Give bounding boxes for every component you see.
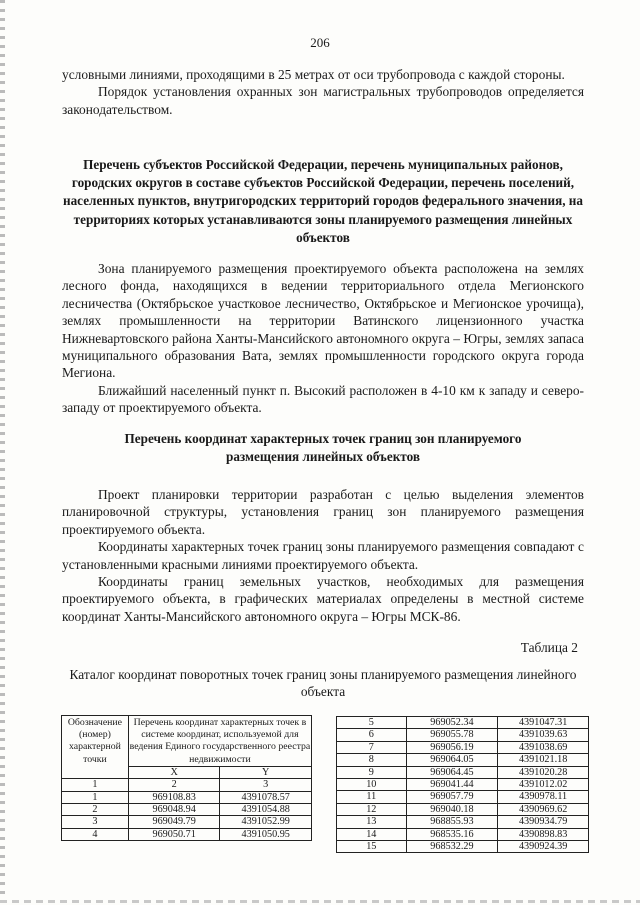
column-number: 3 — [220, 779, 312, 791]
cell-point: 6 — [337, 729, 407, 741]
table-row — [337, 729, 589, 741]
table-row — [337, 816, 589, 828]
cell-x: 969041.44 — [406, 779, 498, 791]
cell-point: 11 — [337, 791, 407, 803]
cell-x: 969050.71 — [128, 828, 220, 840]
paragraph: Координаты характерных точек границ зоны планируемого размещения совпадают с установленными красными линиями проектируемого объекта. — [62, 539, 584, 572]
cell-y: 4390969.62 — [498, 803, 589, 815]
binding-edge — [0, 0, 5, 905]
cell-y: 4390898.83 — [498, 828, 589, 840]
header-x: X — [128, 766, 220, 778]
table-row — [337, 741, 589, 753]
paragraph: Зона планируемого размещения проектируемого объекта расположена на землях лесного фонда, находящихся в ведении территориального отдела Мегионского лесничества (Октябрьское участковое лесничество, Октябрьское и Мегионское урочища), землях промышленности на территории Ватинского лицензионного участка Нижневартовского района Ханты-Мансийского автономного округа – Югры, землях запаса муниципального образования Вата, землях промышленности городского округа города Мегиона. — [62, 261, 584, 381]
cell-x: 969040.18 — [406, 803, 498, 815]
cell-y: 4390978.11 — [498, 791, 589, 803]
cell-x: 968535.16 — [406, 828, 498, 840]
cell-x: 968532.29 — [406, 841, 498, 853]
coordinates-table-right — [336, 716, 589, 853]
paragraph: Координаты границ земельных участков, необходимых для размещения проектируемого объекта, в графических материалах определены в местной системе координат Ханты-Мансийского автономного округа – Югры МСК-86. — [62, 574, 584, 624]
cell-point: 2 — [62, 804, 129, 816]
section-text — [62, 486, 584, 625]
table-row — [62, 791, 312, 803]
table-row — [337, 803, 589, 815]
cell-point: 8 — [337, 754, 407, 766]
column-number: 1 — [62, 779, 129, 791]
cell-point: 3 — [62, 816, 129, 828]
cell-x: 969064.05 — [406, 754, 498, 766]
intro-text — [62, 66, 584, 118]
cell-y: 4391078.57 — [220, 791, 312, 803]
cell-x: 969056.19 — [406, 741, 498, 753]
cell-x: 969108.83 — [128, 791, 220, 803]
table-row — [62, 816, 312, 828]
coordinates-table-left — [61, 715, 312, 841]
page-number: 206 — [310, 35, 330, 50]
paragraph: Порядок установления охранных зон магистральных трубопроводов определяется законодательством. — [62, 84, 584, 117]
section-heading: Перечень координат характерных точек границ зон планируемого размещения линейных объектов — [124, 431, 522, 465]
table-row — [62, 828, 312, 840]
paragraph: условными линиями, проходящими в 25 метрах от оси трубопровода с каждой стороны. — [62, 67, 565, 82]
table-row — [337, 791, 589, 803]
scan-edge — [0, 900, 640, 903]
cell-point: 14 — [337, 828, 407, 840]
cell-y: 4391050.95 — [220, 828, 312, 840]
cell-y: 4391052.99 — [220, 816, 312, 828]
cell-point: 5 — [337, 717, 407, 729]
table-row — [62, 804, 312, 816]
table-row — [337, 841, 589, 853]
table-label: Таблица 2 — [520, 640, 578, 655]
header-coords: Перечень координат характерных точек в системе координат, используемой для ведения Единого государственного реестра недвижимости — [129, 717, 311, 765]
cell-y: 4391039.63 — [498, 729, 589, 741]
table-row — [337, 779, 589, 791]
section-heading: Перечень субъектов Российской Федерации, перечень муниципальных районов, городских округов в составе субъектов Российской Федерации, перечень поселений, населенных пунктов, внутригородских территорий городов федерального значения, на территориях которых устанавливаются зоны планируемого размещения линейных объектов — [62, 157, 583, 245]
cell-point: 15 — [337, 841, 407, 853]
cell-point: 13 — [337, 816, 407, 828]
cell-x: 969052.34 — [406, 717, 498, 729]
cell-y: 4391047.31 — [498, 717, 589, 729]
table-row — [337, 828, 589, 840]
header-y: Y — [220, 766, 312, 778]
table-row — [337, 766, 589, 778]
cell-point: 1 — [62, 791, 129, 803]
paragraph: Ближайший населенный пункт п. Высокий расположен в 4-10 км к западу и северо-западу от проектируемого объекта. — [62, 382, 584, 416]
cell-x: 969064.45 — [406, 766, 498, 778]
cell-point: 10 — [337, 779, 407, 791]
cell-point: 12 — [337, 803, 407, 815]
cell-x: 969057.79 — [406, 791, 498, 803]
cell-point: 9 — [337, 766, 407, 778]
table-title: Каталог координат поворотных точек границ зоны планируемого размещения линейного объекта — [69, 667, 577, 700]
cell-y: 4390924.39 — [498, 841, 589, 853]
cell-point: 7 — [337, 741, 407, 753]
cell-y: 4390934.79 — [498, 816, 589, 828]
cell-y: 4391038.69 — [498, 741, 589, 753]
cell-point: 4 — [62, 828, 129, 840]
cell-x: 969055.78 — [406, 729, 498, 741]
column-number: 2 — [128, 779, 220, 791]
cell-x: 969049.79 — [128, 816, 220, 828]
cell-x: 969048.94 — [128, 804, 220, 816]
table-row — [337, 717, 589, 729]
cell-y: 4391012.02 — [498, 779, 589, 791]
header-point: Обозначение (номер) характерной точки — [62, 716, 129, 779]
section-text — [62, 260, 584, 417]
cell-y: 4391020.28 — [498, 766, 589, 778]
cell-x: 968855.93 — [406, 816, 498, 828]
cell-y: 4391021.18 — [498, 754, 589, 766]
cell-y: 4391054.88 — [220, 804, 312, 816]
table-row — [337, 754, 589, 766]
paragraph: Проект планировки территории разработан с целью выделения элементов планировочной структуры, установления границ зон планируемого размещения проектируемого объекта. — [62, 487, 584, 537]
